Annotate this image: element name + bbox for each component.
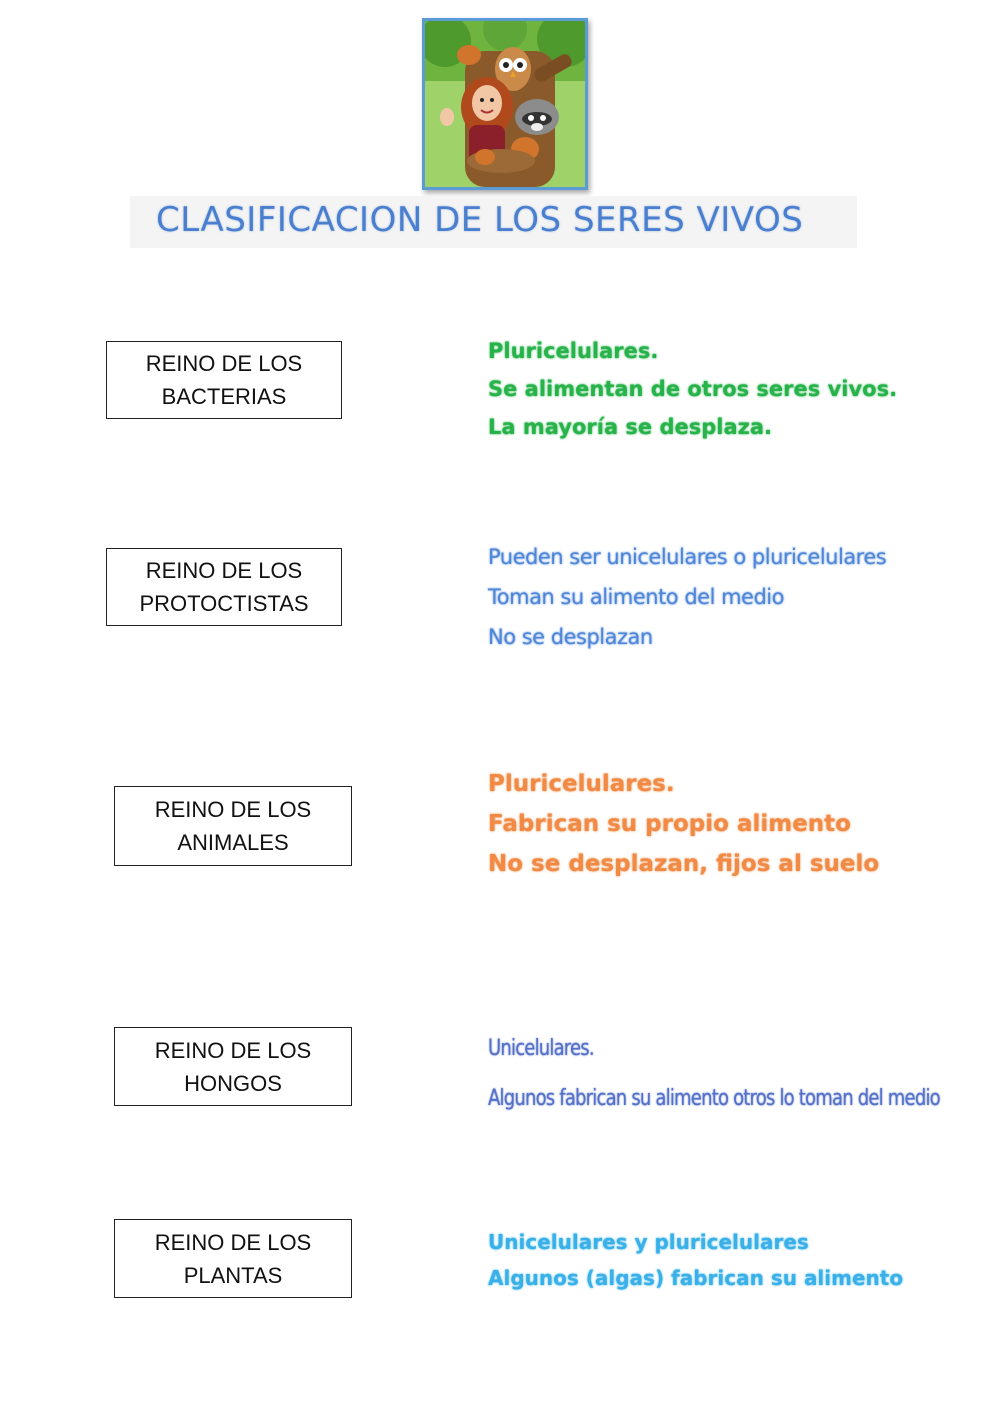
description-bacterias-traits[interactable] (488, 1024, 940, 1124)
kingdom-label-line1: REINO DE LOS (145, 351, 303, 376)
kingdom-label-line2: HONGOS (184, 1070, 282, 1096)
description-line: Toman su alimento del medio (488, 585, 784, 609)
description-line: Algunos fabrican su alimento otros lo toman del medio (488, 1086, 940, 1111)
description-line: Algunos (algas) fabrican su alimento (488, 1266, 904, 1290)
description-animales-traits[interactable] (488, 332, 897, 446)
description-line: No se desplazan, fijos al suelo (488, 851, 880, 877)
kingdom-box-bacterias[interactable] (106, 341, 342, 419)
description-line: La mayoría se desplaza. (488, 415, 773, 439)
description-line: Pluricelulares. (488, 339, 659, 363)
description-line: Unicelulares y pluricelulares (488, 1230, 809, 1254)
kingdom-label-line2: PLANTAS (183, 1262, 283, 1288)
kingdom-label-line2: PROTOCTISTAS (139, 591, 309, 616)
kingdom-box-protoctistas[interactable] (106, 548, 342, 626)
description-line: Unicelulares. (488, 1036, 594, 1061)
kingdom-label-line2: BACTERIAS (161, 384, 287, 409)
kingdom-label-line2: ANIMALES (177, 830, 289, 855)
description-line: Pueden ser unicelulares o pluricelulares (488, 545, 887, 569)
page-title: CLASIFICACION DE LOS SERES VIVOS (156, 200, 804, 240)
forest-avatar-illustration (425, 21, 585, 187)
description-line: No se desplazan (488, 625, 653, 649)
kingdom-box-animales[interactable] (114, 786, 352, 866)
kingdom-label-line1: REINO DE LOS (154, 1037, 312, 1063)
description-plantas-traits[interactable] (488, 764, 879, 884)
kingdom-label-line1: REINO DE LOS (154, 1229, 312, 1255)
description-hongos-traits[interactable] (488, 537, 886, 657)
description-line: Pluricelulares. (488, 771, 675, 797)
description-line: Se alimentan de otros seres vivos. (488, 377, 898, 401)
kingdom-box-hongos[interactable] (114, 1027, 352, 1106)
kingdom-label-line1: REINO DE LOS (154, 797, 312, 822)
kingdom-label-line1: REINO DE LOS (145, 558, 303, 583)
kingdom-box-plantas[interactable] (114, 1219, 352, 1298)
description-protoctistas-traits[interactable] (488, 1224, 903, 1296)
description-line: Fabrican su propio alimento (488, 811, 851, 837)
teacher-avatar-image (422, 18, 588, 190)
